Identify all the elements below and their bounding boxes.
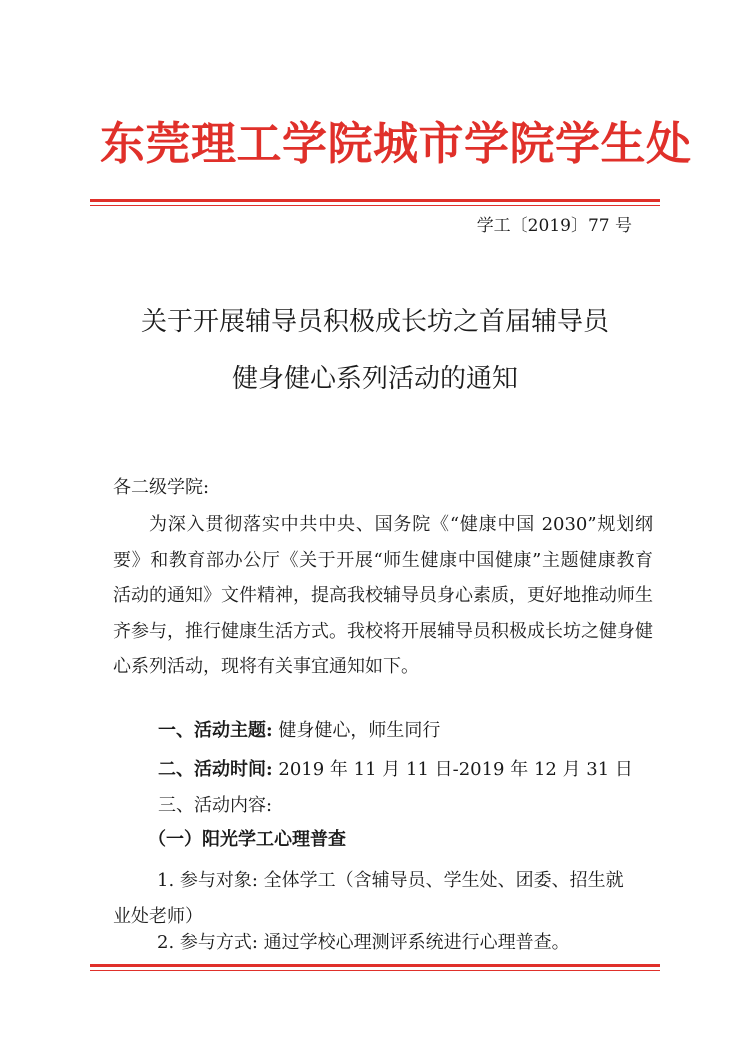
footer-divider-thin xyxy=(90,970,660,971)
salutation: 各二级学院: xyxy=(113,477,210,498)
section-time xyxy=(158,755,633,785)
document-title-line-1: 关于开展辅导员积极成长坊之首届辅导员 xyxy=(140,307,609,337)
section-content-label: 三、活动内容: xyxy=(158,795,273,816)
point-method: 2. 参与方式: 通过学校心理测评系统进行心理普查。 xyxy=(157,932,570,953)
organization-header: 东莞理工学院城市学院学生处 xyxy=(100,117,692,170)
intro-paragraph: 为深入贯彻落实中共中央、国务院《“健康中国 2030”规划纲要》和教育部办公厅《关于开展“师生健康中国健康”主题健康教育活动的通知》文件精神，提高我校辅导员身心素质，更好地推动师生齐参与，推行健康生活方式。我校将开展辅导员积极成长坊之健身健心系列活动，现将有关事宜通知如下。 xyxy=(113,514,653,677)
section-theme-label: 一、活动主题: xyxy=(158,720,273,741)
document-title-line-2: 健身健心系列活动的通知 xyxy=(231,364,518,394)
subsection-heading: （一）阳光学工心理普查 xyxy=(148,829,346,850)
section-time-label: 二、活动时间: xyxy=(158,759,273,780)
header-divider-thin xyxy=(90,205,660,206)
section-time-value: 2019 年 11 月 11 日-2019 年 12 月 31 日 xyxy=(278,759,633,780)
header-divider-thick xyxy=(90,199,660,202)
section-content xyxy=(158,791,272,821)
document-number: 学工〔2019〕77 号 xyxy=(476,216,632,236)
footer-divider-thick xyxy=(90,964,660,967)
section-theme xyxy=(158,716,440,746)
section-theme-value: 健身健心，师生同行 xyxy=(278,720,441,741)
point-participants: 1. 参与对象: 全体学工（含辅导员、学生处、团委、招生就业处老师） xyxy=(113,870,624,927)
